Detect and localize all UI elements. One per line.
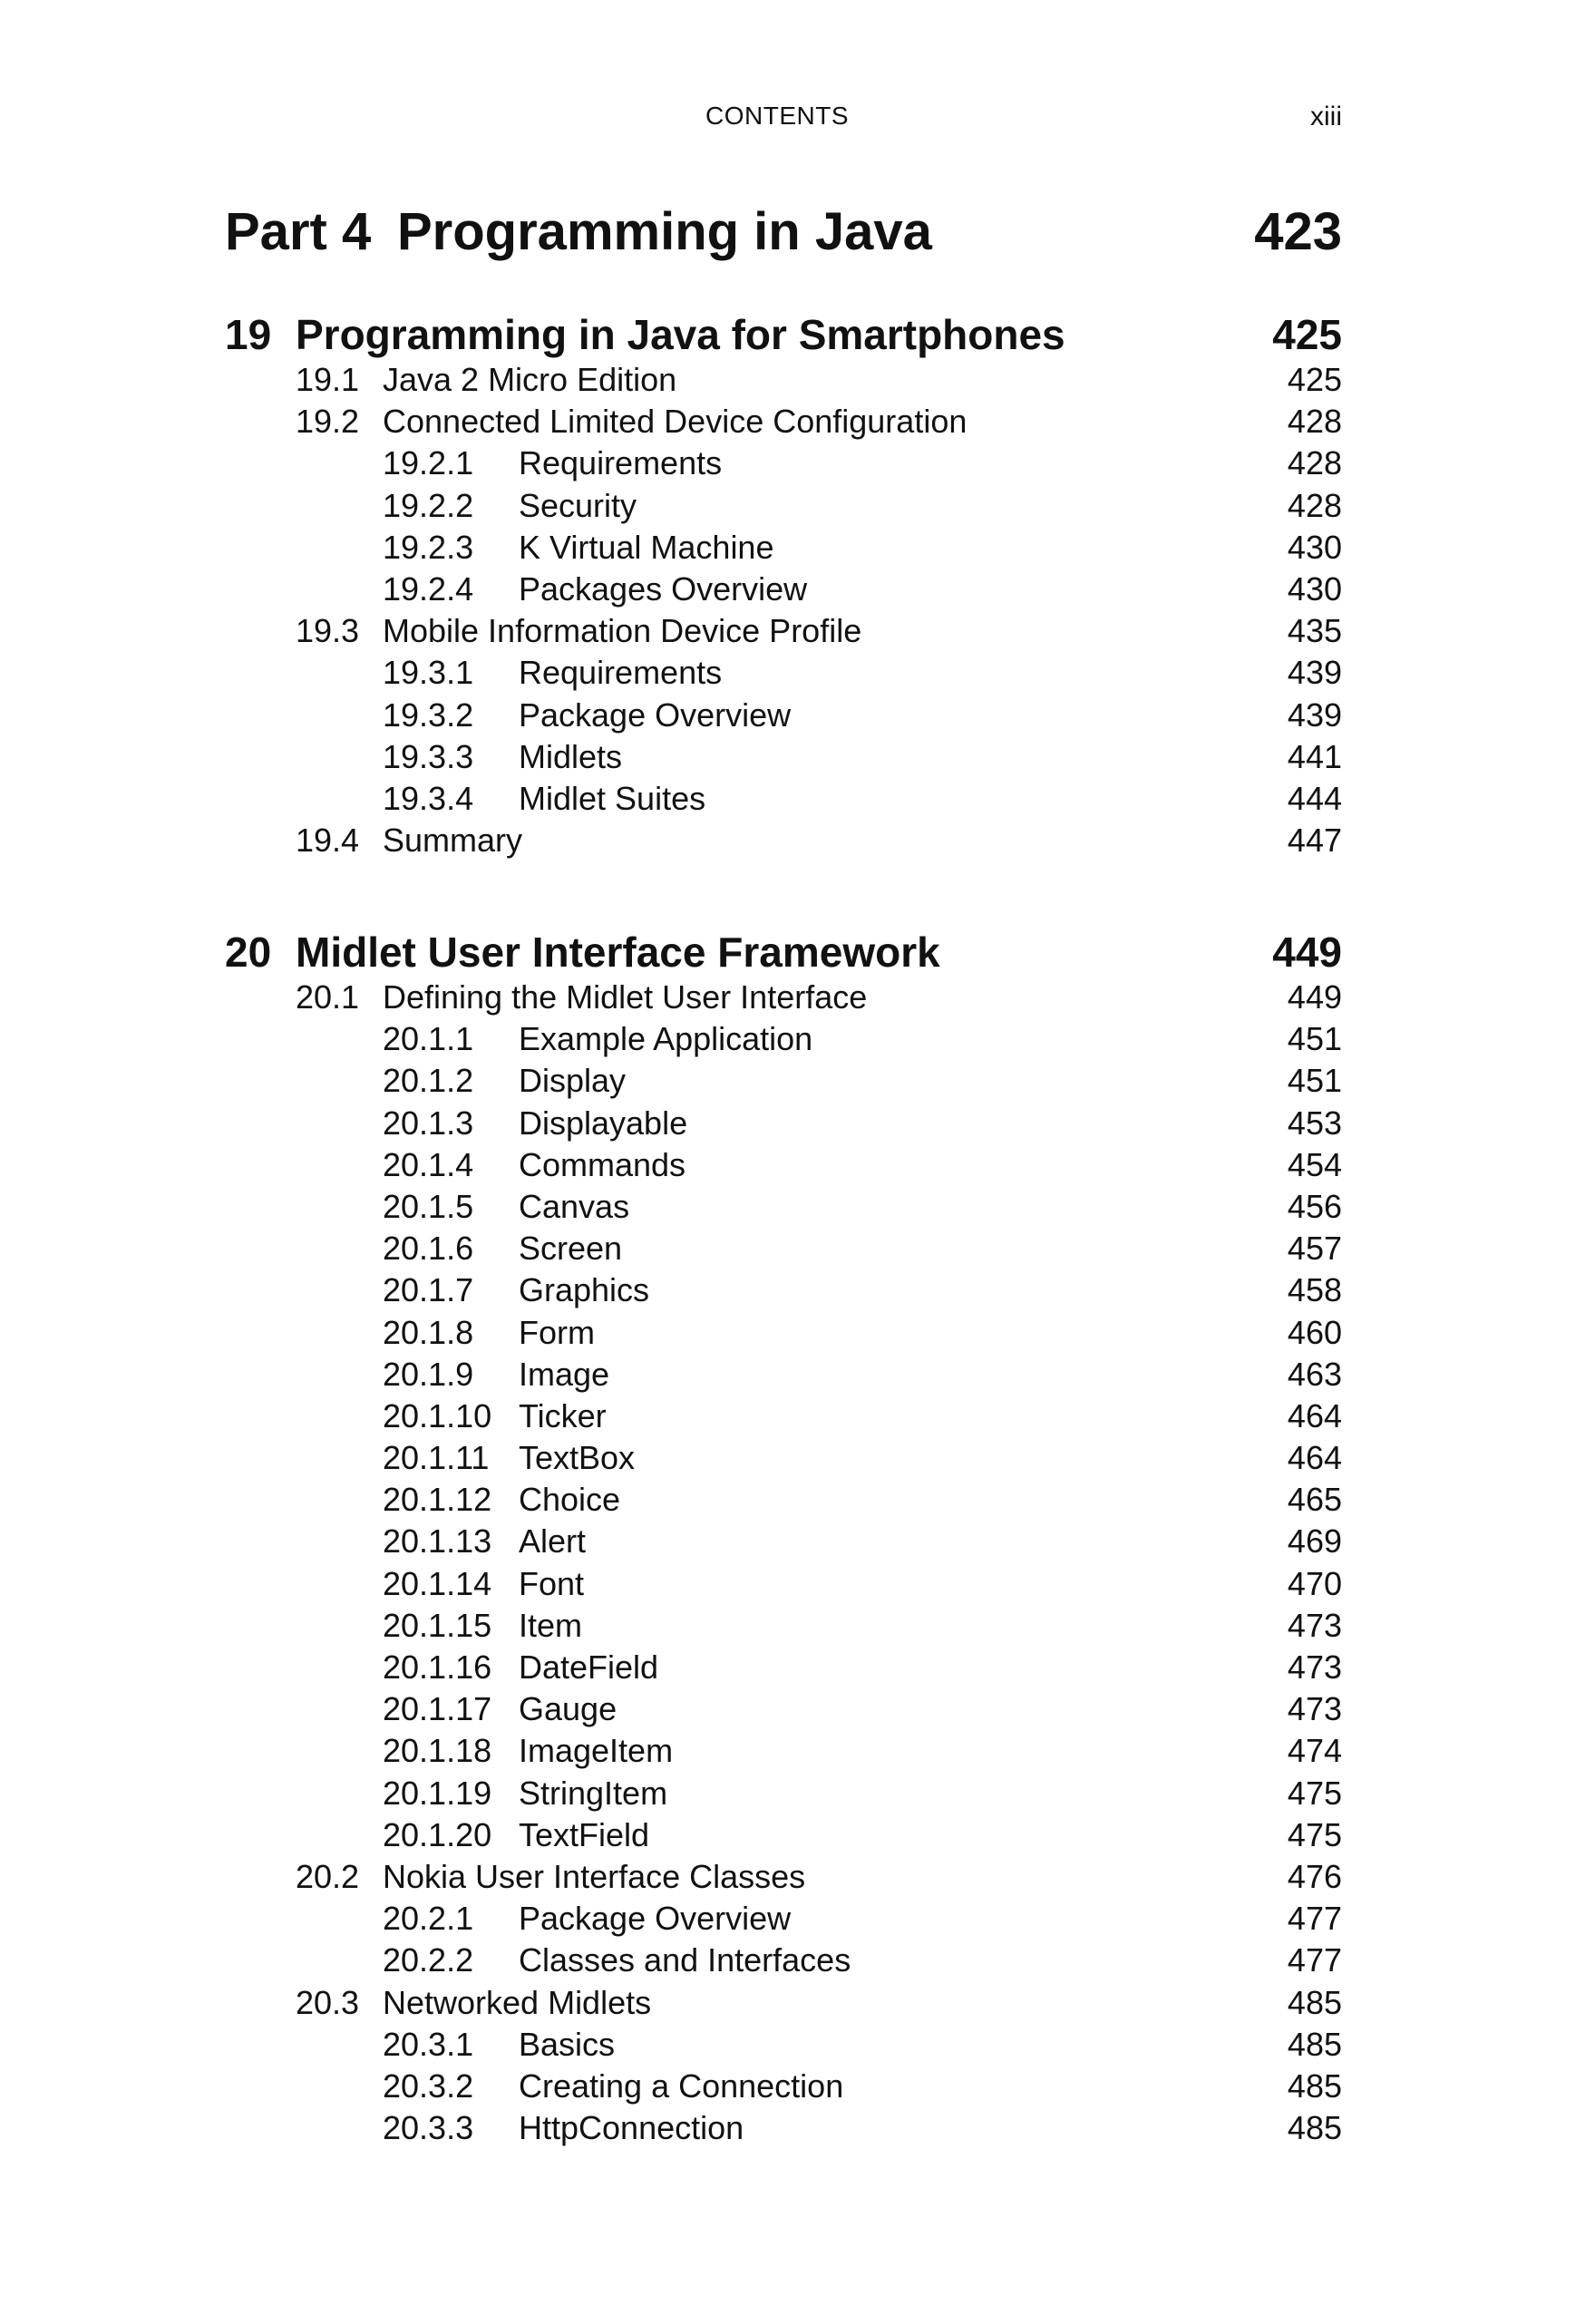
toc-entry-title: Nokia User Interface Classes — [383, 1857, 806, 1895]
toc-entry-title: Packages Overview — [519, 569, 808, 608]
toc-entry[interactable] — [225, 1605, 1342, 1647]
toc-entry-number: 20.1.10 — [383, 1396, 492, 1434]
toc-entry[interactable] — [225, 442, 1342, 484]
toc-entry-page: 451 — [1287, 1062, 1342, 1100]
toc-entry-number: 19.3 — [296, 612, 360, 650]
toc-entry-number: 20.1.4 — [383, 1145, 474, 1183]
toc-entry-page: 464 — [1287, 1396, 1342, 1434]
toc-entry[interactable] — [225, 778, 1342, 820]
toc-entry-number: 20.1.16 — [383, 1648, 492, 1686]
chapter-number: 20 — [225, 929, 272, 976]
toc-entry-number: 20.3 — [296, 1983, 360, 2021]
toc-entry-page: 428 — [1287, 403, 1342, 441]
toc-entry-page: 473 — [1287, 1648, 1342, 1686]
part-heading — [225, 201, 1342, 274]
toc-entry[interactable] — [225, 1395, 1342, 1437]
toc-entry[interactable] — [225, 1228, 1342, 1269]
toc-entry[interactable] — [225, 977, 1342, 1018]
toc-entry-number: 20.3.3 — [383, 2109, 474, 2147]
toc-entry-page: 451 — [1287, 1020, 1342, 1058]
toc-entry-number: 19.3.1 — [383, 654, 474, 692]
toc-entry-title: Mobile Information Device Profile — [383, 612, 862, 650]
toc-entry-page: 444 — [1287, 779, 1342, 817]
toc-entry-title: ImageItem — [519, 1732, 674, 1770]
toc-entry[interactable] — [225, 1730, 1342, 1772]
toc-entry-page: 425 — [1287, 361, 1342, 398]
toc-entry-page: 475 — [1287, 1774, 1342, 1812]
toc-entry-title: Networked Midlets — [383, 1983, 652, 2021]
toc-entry-number: 20.1.8 — [383, 1313, 474, 1351]
toc-entry-number: 20.1.3 — [383, 1104, 474, 1142]
toc-entry-number: 20.1.20 — [383, 1815, 492, 1853]
running-head — [0, 102, 1585, 138]
toc-entry-page: 449 — [1287, 978, 1342, 1016]
toc-entry[interactable] — [225, 1479, 1342, 1521]
toc-entry-number: 20.1.9 — [383, 1355, 474, 1393]
toc-entry-title: Image — [519, 1355, 610, 1393]
toc-entry-page: 441 — [1287, 737, 1342, 775]
toc-entry-number: 19.1 — [296, 361, 360, 398]
toc-entry-number: 19.2.3 — [383, 528, 474, 566]
toc-entry-page: 476 — [1287, 1857, 1342, 1895]
toc-entry-title: Gauge — [519, 1690, 617, 1728]
toc-entry-title: Midlet Suites — [519, 779, 706, 817]
toc-entry[interactable] — [225, 2066, 1342, 2107]
toc-entry-page: 439 — [1287, 695, 1342, 734]
toc-entry[interactable] — [225, 1060, 1342, 1102]
toc-entry-title: Graphics — [519, 1271, 650, 1309]
toc-entry[interactable] — [225, 1563, 1342, 1605]
toc-entry-number: 20.1.18 — [383, 1732, 492, 1770]
toc-entry-title: Defining the Midlet User Interface — [383, 978, 868, 1016]
toc-entry-title: StringItem — [519, 1774, 668, 1812]
toc-entry-number: 19.3.4 — [383, 779, 474, 817]
toc-entry[interactable] — [225, 1269, 1342, 1311]
toc-entry-page: 485 — [1287, 2025, 1342, 2063]
toc-entry-title: Requirements — [519, 654, 723, 692]
toc-entry-title: Creating a Connection — [519, 2066, 844, 2105]
toc-entry-title: Alert — [519, 1522, 587, 1561]
toc-entry-page: 453 — [1287, 1104, 1342, 1142]
toc-entry[interactable] — [225, 1982, 1342, 2024]
toc-entry-title: Commands — [519, 1145, 686, 1183]
toc-entry-title: Midlets — [519, 737, 623, 775]
toc-entry-page: 464 — [1287, 1439, 1342, 1477]
toc-entry[interactable] — [225, 1354, 1342, 1395]
toc-entry-page: 428 — [1287, 444, 1342, 482]
toc-entry-page: 447 — [1287, 822, 1342, 860]
toc-entry[interactable] — [225, 1647, 1342, 1688]
toc-entry-number: 20.1.11 — [383, 1439, 490, 1477]
toc-entry[interactable] — [225, 2107, 1342, 2149]
toc-entry-page: 474 — [1287, 1732, 1342, 1770]
toc-entry-title: Package Overview — [519, 1900, 792, 1938]
toc-entry[interactable] — [225, 610, 1342, 652]
toc-entry[interactable] — [225, 736, 1342, 778]
toc-entry-page: 473 — [1287, 1606, 1342, 1644]
toc-entry-page: 439 — [1287, 654, 1342, 692]
toc-entry-number: 20.1.5 — [383, 1187, 474, 1225]
toc-entry[interactable] — [225, 695, 1342, 736]
toc-entry[interactable] — [225, 1856, 1342, 1898]
chapter-heading-20[interactable] — [225, 928, 1342, 982]
toc-entry-number: 20.2.2 — [383, 1941, 474, 1979]
toc-entry-page: 485 — [1287, 2066, 1342, 2105]
toc-entry-title: Java 2 Micro Edition — [383, 361, 677, 398]
toc-entry-number: 20.3.2 — [383, 2066, 474, 2105]
toc-entry-title: Screen — [519, 1230, 623, 1268]
toc-entry-title: Requirements — [519, 444, 723, 482]
toc-entry-title: Form — [519, 1313, 595, 1351]
toc-entry-page: 463 — [1287, 1355, 1342, 1393]
toc-entry-title: Canvas — [519, 1187, 630, 1225]
toc-entry[interactable] — [225, 2024, 1342, 2066]
toc-entry-number: 19.2.4 — [383, 569, 474, 608]
toc-entry[interactable] — [225, 401, 1342, 442]
toc-entry-page: 428 — [1287, 486, 1342, 524]
part-title: Programming in Java — [397, 202, 932, 261]
toc-entry[interactable] — [225, 1018, 1342, 1060]
toc-entry-number: 20.2.1 — [383, 1900, 474, 1938]
toc-entry-title: HttpConnection — [519, 2109, 744, 2147]
toc-entry[interactable] — [225, 527, 1342, 569]
toc-entry-page: 435 — [1287, 612, 1342, 650]
toc-entry-number: 20.1.17 — [383, 1690, 492, 1728]
toc-entry-number: 19.2.2 — [383, 486, 474, 524]
toc-entry-number: 19.3.2 — [383, 695, 474, 734]
toc-entry-title: Item — [519, 1606, 583, 1644]
toc-entry[interactable] — [225, 1312, 1342, 1354]
toc-entry-title: Display — [519, 1062, 627, 1100]
toc-entry-number: 20.1.7 — [383, 1271, 474, 1309]
toc-entry[interactable] — [225, 1103, 1342, 1144]
toc-entry-title: K Virtual Machine — [519, 528, 774, 566]
toc-entry-title: Package Overview — [519, 695, 792, 734]
toc-entry-page: 485 — [1287, 1983, 1342, 2021]
toc-entry-title: TextField — [519, 1815, 650, 1853]
toc-entry[interactable] — [225, 1773, 1342, 1814]
toc-entry-title: TextBox — [519, 1439, 636, 1477]
toc-entry-page: 477 — [1287, 1900, 1342, 1938]
toc-entry-number: 20.1.6 — [383, 1230, 474, 1268]
toc-entry-page: 477 — [1287, 1941, 1342, 1979]
chapter-title: Programming in Java for Smartphones — [296, 311, 1065, 358]
chapter-title: Midlet User Interface Framework — [296, 929, 940, 976]
chapter-page: 425 — [1272, 311, 1342, 358]
toc-entry-title: Summary — [383, 822, 523, 860]
toc-entry-number: 20.1.12 — [383, 1481, 492, 1519]
chapter-page: 449 — [1272, 929, 1342, 976]
toc-entry-page: 473 — [1287, 1690, 1342, 1728]
toc-entry-page: 430 — [1287, 569, 1342, 608]
toc-entry-number: 20.2 — [296, 1857, 360, 1895]
toc-entry-title: Connected Limited Device Configuration — [383, 403, 968, 441]
part-label: Part 4 — [225, 202, 372, 261]
toc-entry-page: 470 — [1287, 1564, 1342, 1602]
toc-entry-title: Font — [519, 1564, 585, 1602]
toc-entry[interactable] — [225, 569, 1342, 610]
toc-entry[interactable] — [225, 1940, 1342, 1981]
toc-entry[interactable] — [225, 485, 1342, 527]
toc-entry-title: Ticker — [519, 1396, 607, 1434]
toc-entry-number: 20.1.1 — [383, 1020, 474, 1058]
chapter-20-entries — [225, 977, 1342, 2149]
toc-entry-page: 454 — [1287, 1145, 1342, 1183]
chapter-heading-19[interactable] — [225, 310, 1342, 365]
toc-entry[interactable] — [225, 652, 1342, 694]
toc-entry-page: 475 — [1287, 1815, 1342, 1853]
toc-entry-number: 20.1.13 — [383, 1522, 492, 1561]
toc-entry[interactable] — [225, 820, 1342, 861]
toc-entry[interactable] — [225, 1437, 1342, 1479]
toc-entry-number: 20.1.14 — [383, 1564, 492, 1602]
running-head-title: CONTENTS — [705, 102, 849, 130]
running-head-page-number: xiii — [1310, 102, 1342, 131]
toc-entry[interactable] — [225, 1814, 1342, 1856]
toc-entry-number: 20.1 — [296, 978, 360, 1016]
toc-entry-title: Choice — [519, 1481, 621, 1519]
toc-entry-number: 20.1.15 — [383, 1606, 492, 1644]
toc-entry-page: 430 — [1287, 528, 1342, 566]
toc-entry-page: 460 — [1287, 1313, 1342, 1351]
toc-entry-number: 19.2.1 — [383, 444, 474, 482]
toc-entry-title: Classes and Interfaces — [519, 1941, 851, 1979]
toc-entry-number: 19.3.3 — [383, 737, 474, 775]
toc-entry-number: 20.3.1 — [383, 2025, 474, 2063]
toc-entry-title: Displayable — [519, 1104, 688, 1142]
toc-entry-page: 485 — [1287, 2109, 1342, 2147]
toc-entry-page: 469 — [1287, 1522, 1342, 1561]
toc-entry-page: 465 — [1287, 1481, 1342, 1519]
toc-entry-number: 19.2 — [296, 403, 360, 441]
chapter-number: 19 — [225, 311, 272, 358]
toc-entry[interactable] — [225, 359, 1342, 401]
toc-entry-title: Basics — [519, 2025, 616, 2063]
toc-entry[interactable] — [225, 1144, 1342, 1186]
toc-entry[interactable] — [225, 1186, 1342, 1228]
toc-entry-number: 19.4 — [296, 822, 360, 860]
toc-entry-number: 20.1.19 — [383, 1774, 492, 1812]
toc-entry-page: 456 — [1287, 1187, 1342, 1225]
part-page: 423 — [1254, 202, 1342, 261]
toc-entry[interactable] — [225, 1521, 1342, 1562]
toc-entry-page: 457 — [1287, 1230, 1342, 1268]
chapter-19-entries — [225, 359, 1342, 861]
toc-entry[interactable] — [225, 1688, 1342, 1730]
toc-entry-page: 458 — [1287, 1271, 1342, 1309]
toc-entry-number: 20.1.2 — [383, 1062, 474, 1100]
toc-entry-title: Example Application — [519, 1020, 813, 1058]
toc-entry-title: Security — [519, 486, 637, 524]
toc-entry-title: DateField — [519, 1648, 659, 1686]
toc-entry[interactable] — [225, 1898, 1342, 1940]
